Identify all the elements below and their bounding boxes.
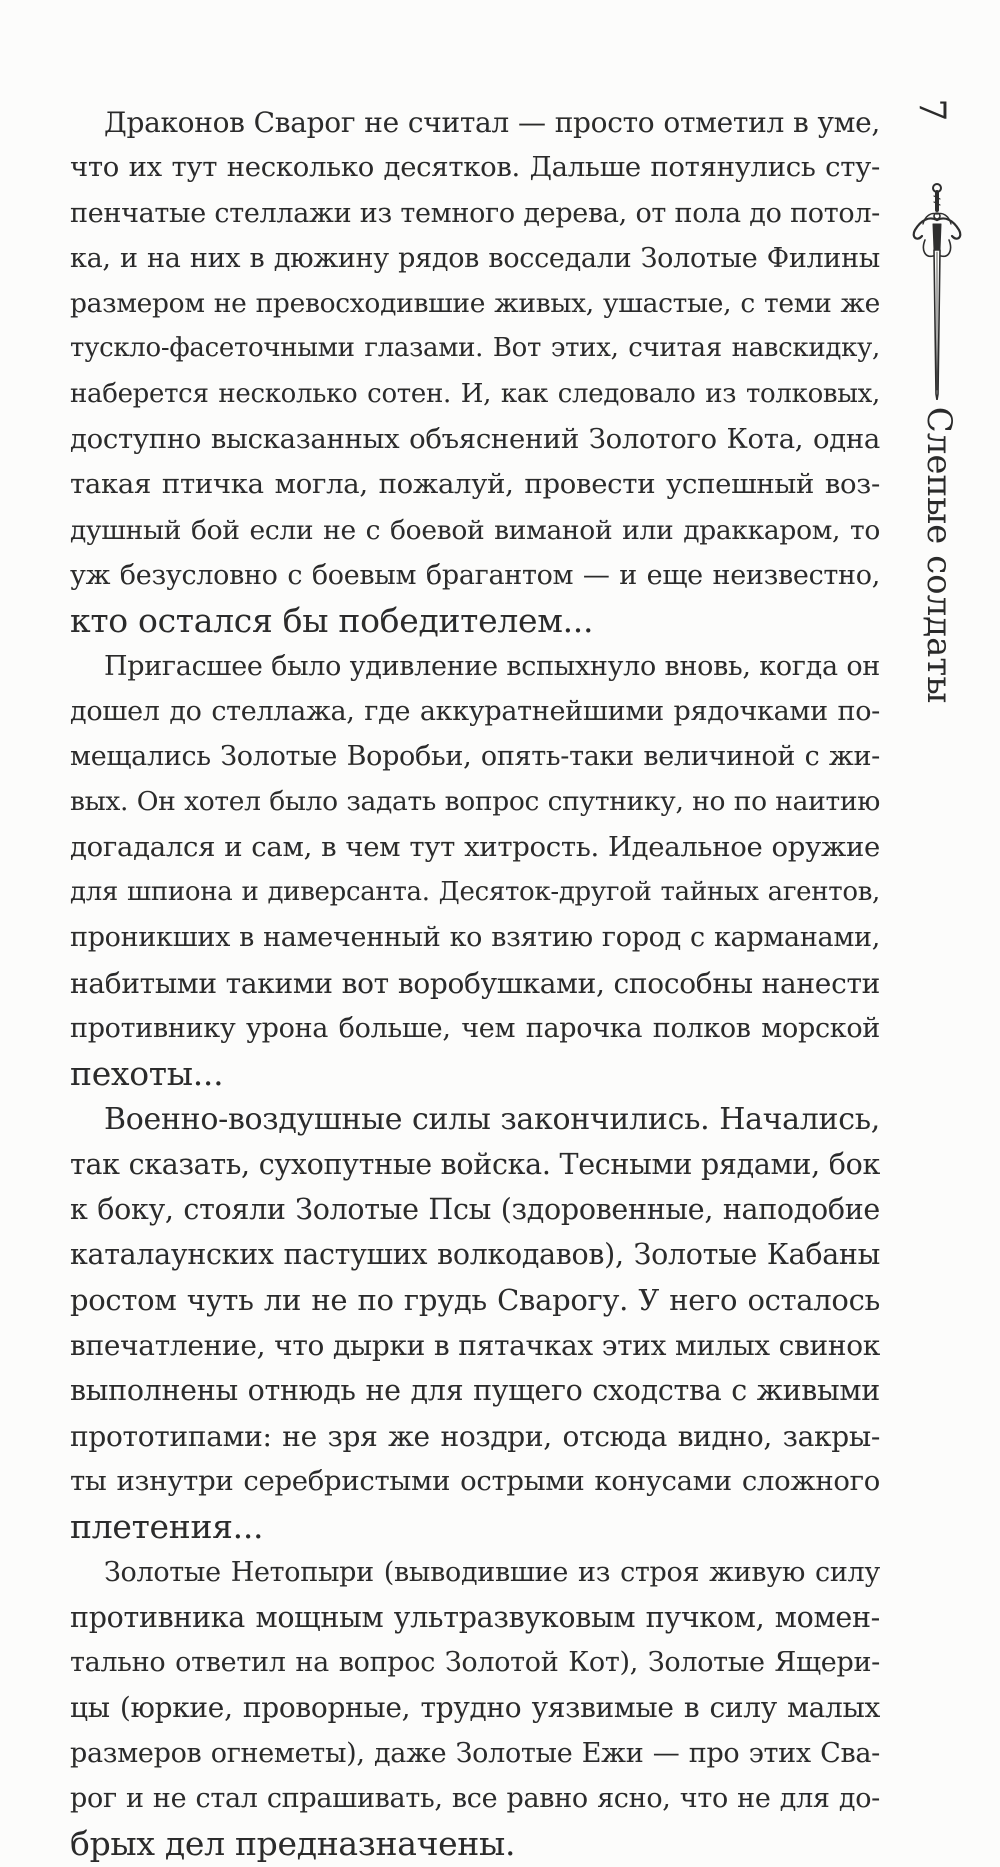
- text-line: доступно высказанных объяснений Золотого Кота, одна: [70, 423, 880, 456]
- paragraph: [70, 1550, 880, 1867]
- paragraph: [70, 1097, 880, 1550]
- paragraph: [70, 644, 880, 1097]
- text-line: противника мощным ультразвуковым пучком, момен-: [70, 1600, 880, 1634]
- text-line: впечатление, что дырки в пятачках этих милых свинок: [70, 1329, 880, 1363]
- text-line: что их тут несколько десятков. Дальше потянулись сту-: [70, 151, 880, 184]
- running-title: Слепые солдаты: [919, 406, 959, 704]
- text-line: ты изнутри серебристыми острыми конусами сложного: [70, 1464, 880, 1497]
- text-line: Военно-воздушные силы закончились. Начались,: [104, 1101, 880, 1137]
- text-line: мещались Золотые Воробьи, опять-таки величиной с жи-: [70, 741, 880, 773]
- text-line: дошел до стеллажа, где аккуратнейшими рядочками по-: [70, 695, 880, 727]
- sword-ornament-icon: [895, 180, 975, 400]
- text-line: набитыми такими вот воробушками, способны нанести: [70, 966, 880, 1000]
- text-line: Драконов Сварог не считал — просто отметил в уме,: [104, 106, 880, 139]
- text-line: наберется несколько сотен. И, как следовало из толковых,: [70, 378, 880, 409]
- body-text: [70, 100, 880, 1867]
- text-line: тально ответил на вопрос Золотой Кот), Золотые Ящери-: [70, 1647, 880, 1679]
- text-line: пенчатые стеллажи из темного дерева, от пола до потол-: [70, 197, 880, 229]
- text-line: тускло-фасеточными глазами. Вот этих, считая навскидку,: [70, 333, 880, 364]
- text-line: цы (юркие, проворные, трудно уязвимые в силу малых: [70, 1691, 880, 1725]
- text-line: выполнены отнюдь не для пущего сходства с живыми: [70, 1374, 880, 1408]
- paragraph: [70, 100, 880, 644]
- text-line: для шпиона и диверсанта. Десяток-другой тайных агентов,: [70, 877, 880, 908]
- page-number: 7: [911, 98, 952, 122]
- text-line: такая птичка могла, пожалуй, провести успешный воз-: [70, 468, 880, 501]
- text-line: прототипами: не зря же ноздри, отсюда видно, закры-: [70, 1419, 880, 1453]
- text-line: догадался и сам, в чем тут хитрость. Идеальное оружие: [70, 830, 880, 863]
- text-line: к боку, стояли Золотые Псы (здоровенные, наподобие: [70, 1193, 880, 1227]
- text-line: ростом чуть ли не по грудь Сварогу. У него осталось: [70, 1282, 880, 1317]
- text-line: проникших в намеченный ко взятию город с карманами,: [70, 922, 880, 954]
- text-line: душный бой если не с боевой виманой или драккаром, то: [70, 514, 880, 546]
- text-line: ка, и на них в дюжину рядов восседали Золотые Филины: [70, 242, 880, 274]
- text-line: каталаунских пастуших волкодавов), Золотые Кабаны: [70, 1238, 880, 1272]
- text-line: брых дел предназначены.: [70, 1824, 516, 1864]
- text-line: кто остался бы победителем...: [70, 601, 594, 641]
- text-line: так сказать, сухопутные войска. Тесными рядами, бок: [70, 1147, 880, 1181]
- text-line: рог и не стал спрашивать, все равно ясно, что не для до-: [70, 1782, 880, 1814]
- text-line: Золотые Нетопыри (выводившие из строя живую силу: [104, 1556, 880, 1588]
- text-line: размером не превосходившие живых, ушастые, с теми же: [70, 288, 880, 320]
- running-head-column: [895, 90, 975, 704]
- text-line: уж безусловно с боевым брагантом — и еще неизвестно,: [70, 559, 880, 591]
- text-line: Пригасшее было удивление вспыхнуло вновь, когда он: [104, 650, 880, 682]
- text-line: плетения...: [70, 1507, 264, 1547]
- text-line: противнику урона больше, чем парочка полков морской: [70, 1012, 880, 1044]
- text-line: вых. Он хотел было задать вопрос спутнику, но по наитию: [70, 786, 880, 818]
- text-line: пехоты...: [70, 1054, 224, 1094]
- text-line: размеров огнеметы), даже Золотые Ежи — про этих Сва-: [70, 1737, 880, 1769]
